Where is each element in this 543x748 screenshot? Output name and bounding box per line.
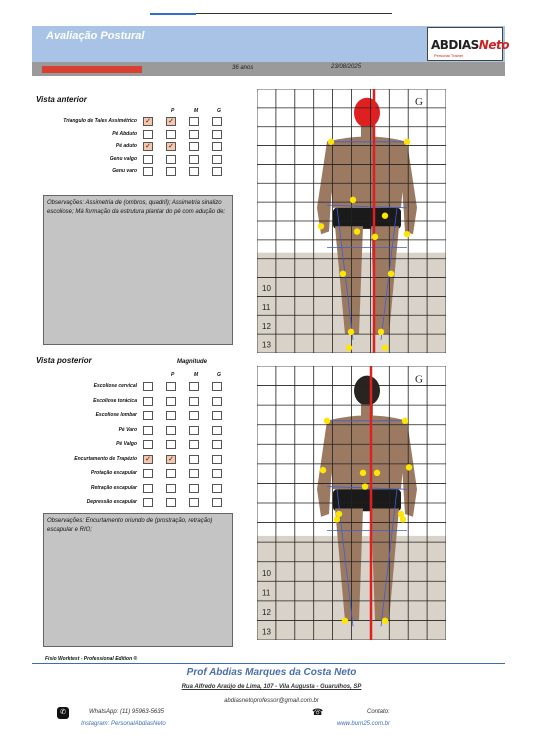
- report-header: [32, 26, 509, 62]
- trainer-name: Prof Abdias Marques da Costa Neto: [186, 667, 357, 678]
- posterior-observations-text: Observações: Encurtamento oriundo de (prostração, retração) escapular e RIO;: [47, 518, 213, 533]
- posterior-checkbox[interactable]: [166, 426, 176, 435]
- landmark-marker: [382, 618, 388, 624]
- instagram-link[interactable]: Instagram: PersonalAbdiasNeto: [81, 721, 166, 727]
- landmark-marker: [334, 516, 340, 522]
- posterior-row-label: Escoliose lombar: [95, 412, 137, 418]
- anterior-checkbox[interactable]: [189, 142, 199, 151]
- posterior-checkbox[interactable]: [212, 484, 222, 493]
- grid-letter-label: G: [415, 373, 423, 386]
- address-link[interactable]: Rua Alfredo Araújo de Lima, 107 - Vila Augusta - Guarulhos, SP: [181, 684, 362, 690]
- anterior-checkbox[interactable]: [143, 167, 153, 176]
- posterior-checkbox[interactable]: [212, 469, 222, 478]
- posterior-checkbox[interactable]: [143, 397, 153, 406]
- anterior-title: Vista anterior: [36, 95, 87, 104]
- page-title: Avaliação Postural: [46, 30, 145, 42]
- logo-main: ABDIAS: [431, 38, 479, 52]
- anterior-checkbox[interactable]: [189, 130, 199, 139]
- landmark-marker: [404, 231, 410, 237]
- posterior-checkbox[interactable]: [143, 498, 153, 507]
- torso-shape: [327, 137, 407, 208]
- anterior-observations-box[interactable]: [43, 195, 233, 345]
- name-redaction-bar: [42, 66, 142, 73]
- anterior-checkbox[interactable]: [212, 142, 222, 151]
- shorts-shape: [333, 489, 401, 511]
- landmark-marker: [404, 139, 410, 145]
- grid-letter-label: G: [415, 96, 423, 109]
- date-value: 23/08/2025: [331, 64, 362, 70]
- posterior-row-label: Escoliose cervical: [93, 383, 137, 389]
- landmark-marker: [406, 464, 412, 470]
- anterior-row-label: Pé Abduto: [112, 130, 137, 137]
- posterior-checkbox[interactable]: [143, 411, 153, 420]
- landmark-marker: [336, 511, 342, 517]
- contact-label: Contato:: [367, 709, 390, 715]
- landmark-marker: [382, 213, 388, 219]
- logo-accent: Neto: [478, 38, 509, 52]
- landmark-marker: [360, 470, 366, 476]
- posterior-checkbox[interactable]: [143, 382, 153, 391]
- anterior-row-label: Pé aduto: [115, 143, 137, 149]
- posterior-checkbox[interactable]: [189, 455, 199, 464]
- anterior-checkbox[interactable]: [212, 117, 222, 126]
- landmark-marker: [388, 271, 394, 277]
- landmark-marker: [398, 511, 404, 517]
- posterior-checkbox[interactable]: [143, 440, 153, 449]
- posterior-observations-box[interactable]: [43, 513, 233, 647]
- anterior-observations-text: Observações: Assimetria de (ombros, quadril); Assimetria sinalizo escoliose; Má formação da estrutura plantar do pé com adução de;: [47, 200, 226, 215]
- posterior-checkbox[interactable]: [212, 382, 222, 391]
- grid-row-number: 10: [262, 284, 271, 294]
- posterior-checkbox[interactable]: [143, 469, 153, 478]
- posterior-checkbox[interactable]: ✓: [166, 455, 176, 464]
- posterior-checkbox[interactable]: [143, 484, 153, 493]
- landmark-marker: [348, 329, 354, 335]
- anterior-checkbox[interactable]: [212, 167, 222, 176]
- landmark-marker: [382, 345, 388, 351]
- anterior-checkbox[interactable]: [189, 117, 199, 126]
- posterior-row-label: Depressão escapular: [86, 499, 137, 505]
- age-value: 36 anos: [232, 65, 254, 71]
- posterior-checkbox[interactable]: [212, 498, 222, 507]
- posterior-col-m: M: [194, 372, 199, 378]
- website-link[interactable]: www.burn25.com.br: [337, 721, 391, 727]
- posterior-checkbox[interactable]: [189, 498, 199, 507]
- anterior-checkbox[interactable]: [166, 167, 176, 176]
- anterior-photo: [257, 89, 446, 353]
- posterior-checkbox[interactable]: [212, 455, 222, 464]
- anterior-checkbox[interactable]: ✓: [143, 117, 153, 126]
- posterior-checkbox[interactable]: [166, 484, 176, 493]
- head-shape: [354, 376, 380, 406]
- landmark-marker: [320, 467, 326, 473]
- top-rule-accent: [150, 13, 196, 15]
- posterior-checkbox[interactable]: [212, 426, 222, 435]
- posterior-row-label: Pé Valgo: [116, 441, 137, 447]
- posterior-checkbox[interactable]: [189, 469, 199, 478]
- posterior-col-p: P: [171, 372, 175, 378]
- posterior-checkbox[interactable]: [166, 498, 176, 507]
- grid-row-number: 12: [262, 321, 271, 331]
- anterior-checkbox[interactable]: [166, 130, 176, 139]
- anterior-col-p: P: [171, 108, 175, 114]
- brand-logo: [427, 27, 509, 61]
- landmark-marker: [400, 516, 406, 522]
- anterior-checkbox[interactable]: [212, 130, 222, 139]
- torso-shape: [327, 415, 407, 489]
- phone-icon: ☎: [312, 707, 324, 717]
- landmark-marker: [328, 139, 334, 145]
- landmark-marker: [362, 483, 368, 489]
- posterior-checkbox[interactable]: [189, 382, 199, 391]
- posterior-checkbox[interactable]: [189, 440, 199, 449]
- top-rule: [196, 13, 392, 14]
- posterior-checkbox[interactable]: [166, 469, 176, 478]
- anterior-checkbox[interactable]: ✓: [143, 142, 153, 151]
- grid-row-number: 10: [262, 568, 271, 578]
- neck-shape: [361, 126, 373, 138]
- posterior-checkbox[interactable]: [189, 397, 199, 406]
- posterior-checkbox[interactable]: ✓: [143, 455, 153, 464]
- posterior-checkbox[interactable]: [166, 382, 176, 391]
- posterior-checkbox[interactable]: [189, 426, 199, 435]
- landmark-marker: [324, 418, 330, 424]
- posterior-checkbox[interactable]: [166, 397, 176, 406]
- posterior-row-label: Escoliose torácica: [93, 397, 137, 404]
- anterior-checkbox[interactable]: [212, 155, 222, 164]
- email-address[interactable]: abdiasnetoprofessor@gmail.com.br: [224, 698, 319, 704]
- landmark-marker: [402, 418, 408, 424]
- posterior-checkbox[interactable]: [212, 397, 222, 406]
- anterior-col-g: G: [217, 108, 221, 114]
- posterior-checkbox[interactable]: [189, 484, 199, 493]
- landmark-marker: [346, 345, 352, 351]
- anterior-checkbox[interactable]: [143, 130, 153, 139]
- landmark-marker: [378, 329, 384, 335]
- magnitude-label: Magnitude: [177, 359, 207, 365]
- anterior-checkbox[interactable]: ✓: [166, 142, 176, 151]
- shorts-shape: [333, 208, 401, 229]
- grid-row-number: 11: [262, 303, 271, 313]
- whatsapp-number[interactable]: WhatsApp: (11) 95963-5635: [89, 709, 164, 715]
- posterior-row-label: Pé Varo: [118, 426, 137, 433]
- posterior-checkbox[interactable]: [166, 440, 176, 449]
- head-shape: [354, 98, 380, 128]
- posterior-checkbox[interactable]: [189, 411, 199, 420]
- anterior-checkbox[interactable]: [166, 155, 176, 164]
- posterior-checkbox[interactable]: [143, 426, 153, 435]
- edition-label: Fisio Worktest - Professional Edition ®: [45, 656, 138, 662]
- posterior-row-label: Protação escapular: [90, 470, 137, 476]
- landmark-marker: [342, 618, 348, 624]
- grid-row-number: 13: [262, 627, 271, 637]
- posterior-checkbox[interactable]: [212, 411, 222, 420]
- anterior-row-label: Genu valgo: [109, 155, 137, 162]
- anterior-col-m: M: [194, 108, 199, 114]
- landmark-marker: [374, 470, 380, 476]
- grid-row-number: 11: [262, 588, 271, 598]
- landmark-marker: [354, 228, 360, 234]
- anterior-checkbox[interactable]: [189, 167, 199, 176]
- landmark-marker: [372, 234, 378, 240]
- grid-row-number: 13: [262, 340, 271, 350]
- landmark-marker: [350, 197, 356, 203]
- posterior-checkbox[interactable]: [166, 411, 176, 420]
- posterior-row-label: Retração escapular: [90, 484, 137, 491]
- posterior-row-label: Encurtamento de Trapézio: [74, 455, 137, 462]
- grid-row-number: 12: [262, 607, 271, 617]
- anterior-checkbox[interactable]: [189, 155, 199, 164]
- anterior-row-label: Genu varo: [112, 168, 137, 174]
- landmark-marker: [340, 271, 346, 277]
- posterior-col-g: G: [217, 372, 221, 378]
- whatsapp-icon: ✆: [57, 707, 69, 719]
- posterior-photo: [257, 366, 446, 640]
- posterior-checkbox[interactable]: [212, 440, 222, 449]
- info-bar: [32, 62, 505, 76]
- footer-divider: [32, 663, 505, 664]
- anterior-checkbox[interactable]: ✓: [166, 117, 176, 126]
- anterior-checkbox[interactable]: [143, 155, 153, 164]
- landmark-marker: [318, 223, 324, 229]
- logo-subtitle: Personal Trainer: [434, 53, 464, 58]
- posterior-title: Vista posterior: [36, 356, 92, 365]
- anterior-row-label: Triangulo de Tales Assimétrico: [63, 118, 137, 124]
